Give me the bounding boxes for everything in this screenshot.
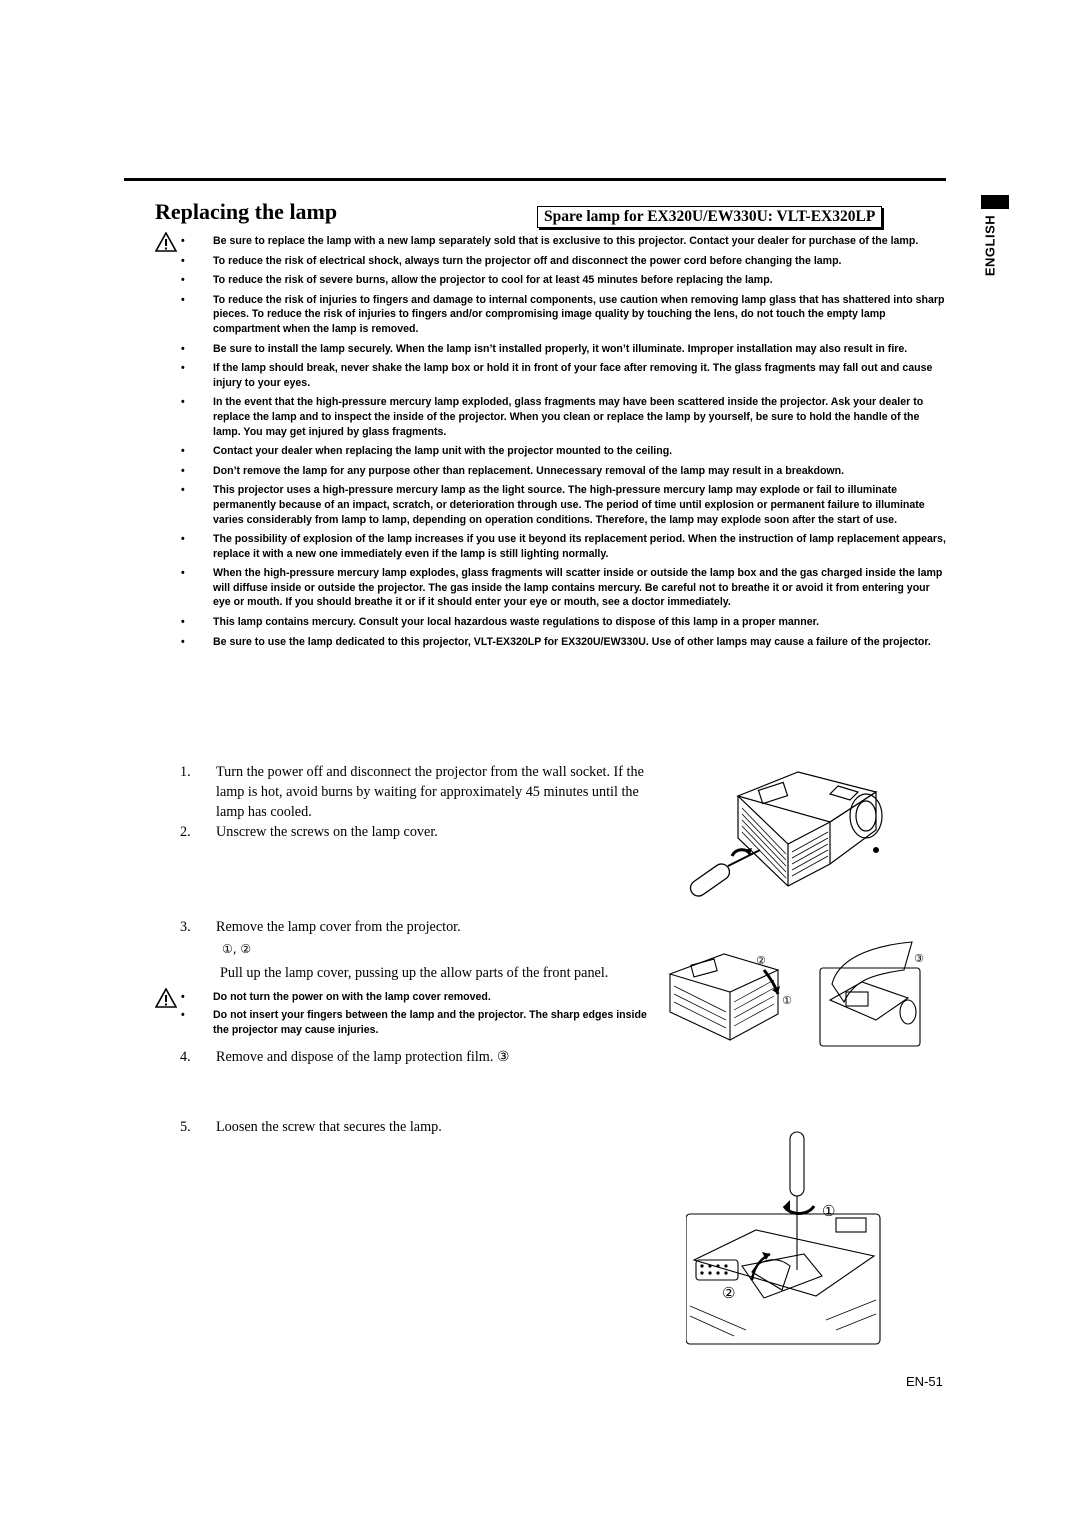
caution-list — [178, 234, 946, 654]
warning-triangle-icon — [155, 232, 177, 252]
caution-item: • Be sure to use the lamp dedicated to this projector, VLT-EX320LP for EX320U/EW330U. Use of other lamps may cause a failure of the projector. — [178, 635, 946, 650]
language-tab-label: ENGLISH — [982, 214, 998, 277]
lamp-cover-figure — [668, 940, 938, 1050]
caution-item: • Be sure to install the lamp securely. When the lamp isn’t installed properly, it won’t illuminate. Improper installation may also result in fire. — [178, 342, 946, 357]
caution-item: • Contact your dealer when replacing the lamp unit with the projector mounted to the ceiling. — [178, 444, 946, 459]
caution-item: • To reduce the risk of injuries to fingers and damage to internal components, use caution when removing lamp glass that has shattered into sharp pieces. To reduce the risk of injuries to fingers and/or compromising image quality by touching the lens, do not touch the empty lamp compartment when the lamp is removed. — [178, 293, 946, 337]
spare-lamp-box: Spare lamp for EX320U/EW330U: VLT-EX320LP — [537, 206, 882, 228]
page-number: EN-51 — [906, 1374, 943, 1389]
step-3-detail: Pull up the lamp cover, pussing up the allow parts of the front panel. — [220, 965, 609, 981]
caution-item: • To reduce the risk of severe burns, allow the projector to cool for at least 45 minutes before replacing the lamp. — [178, 273, 946, 288]
step-number: 1. — [180, 764, 191, 780]
caution-item: • When the high-pressure mercury lamp explodes, glass fragments will scatter inside or outside the lamp box and the gas charged inside the lamp will diffuse inside or outside the projector. The gas inside the lamp contains mercury. Be careful not to breathe it or avoid it from entering your eye or mouth. If you should breathe it or if it should enter your eye or mouth, see a doctor immediately. — [178, 566, 946, 610]
caution-item: • This lamp contains mercury. Consult your local hazardous waste regulations to dispose of this lamp in a proper manner. — [178, 615, 946, 630]
figure-label: ③ — [914, 952, 924, 965]
step-text: Remove the lamp cover from the projector. — [216, 919, 461, 935]
step-number: 3. — [180, 919, 191, 935]
step-text: Turn the power off and disconnect the projector from the wall socket. If the lamp is hot, avoid burns by waiting for approximately 45 minutes until the lamp has cooled. — [216, 764, 644, 820]
caution-item: • Do not insert your fingers between the lamp and the projector. The sharp edges inside the projector may cause injuries. — [178, 1008, 658, 1037]
step-text: Unscrew the screws on the lamp cover. — [216, 824, 438, 840]
caution-item: • To reduce the risk of electrical shock, always turn the projector off and disconnect the power cord before changing the lamp. — [178, 254, 946, 269]
step-number: 5. — [180, 1119, 191, 1135]
step-4 — [180, 1047, 680, 1067]
caution-item: • If the lamp should break, never shake the lamp box or hold it in front of your face after removing it. The glass fragments may fall out and cause injury to your eyes. — [178, 361, 946, 390]
caution-item: • Don’t remove the lamp for any purpose other than replacement. Unnecessary removal of the lamp may result in a breakdown. — [178, 464, 946, 479]
page-title: Replacing the lamp — [155, 199, 338, 224]
caution-item: • Be sure to replace the lamp with a new lamp separately sold that is exclusive to this projector. Contact your dealer for purchase of the lamp. — [178, 234, 946, 249]
figure-label: ① — [782, 994, 792, 1007]
projector-screw-figure — [680, 768, 885, 908]
step-1 — [180, 762, 670, 824]
step-5 — [180, 1117, 680, 1137]
header-rule — [124, 178, 946, 181]
language-tab — [978, 214, 1000, 282]
caution-item: • This projector uses a high-pressure mercury lamp as the light source. The high-pressure mercury lamp may explode or fail to illuminate permanently because of an impact, scratch, or deterioration through use. The period of time until explosion or permanent failure to illuminate varies considerably from lamp to lamp, depending on operation conditions. Therefore, the lamp may explode soon after the start of use. — [178, 483, 946, 527]
step-3 — [180, 917, 680, 937]
step-text: Remove and dispose of the lamp protection film. ③ — [216, 1049, 510, 1065]
step-number: 2. — [180, 824, 191, 840]
step-3-caution-list — [178, 990, 658, 1041]
step-text: Loosen the screw that secures the lamp. — [216, 1119, 442, 1135]
lamp-screw-figure — [686, 1130, 882, 1346]
caution-item: • The possibility of explosion of the lamp increases if you use it beyond its replacement period. When the instruction of lamp replacement appears, replace it with a new one immediately even if the lamp is still lighting normally. — [178, 532, 946, 561]
warning-triangle-icon — [155, 988, 177, 1008]
figure-label: ② — [722, 1284, 736, 1302]
caution-item: • Do not turn the power on with the lamp cover removed. — [178, 990, 658, 1004]
step-2 — [180, 822, 670, 842]
step-3-markers: ①, ② — [222, 942, 252, 956]
caution-item: • In the event that the high-pressure mercury lamp exploded, glass fragments may have been scattered inside the projector. Ask your dealer to replace the lamp and to inspect the inside of the projector. When you clean or replace the lamp by yourself, be sure to hold the handle of the lamp. You may get injured by glass fragments. — [178, 395, 946, 439]
section-tab-marker — [981, 195, 1009, 209]
figure-label: ① — [822, 1202, 836, 1220]
step-number: 4. — [180, 1049, 191, 1065]
figure-label: ② — [756, 954, 766, 967]
